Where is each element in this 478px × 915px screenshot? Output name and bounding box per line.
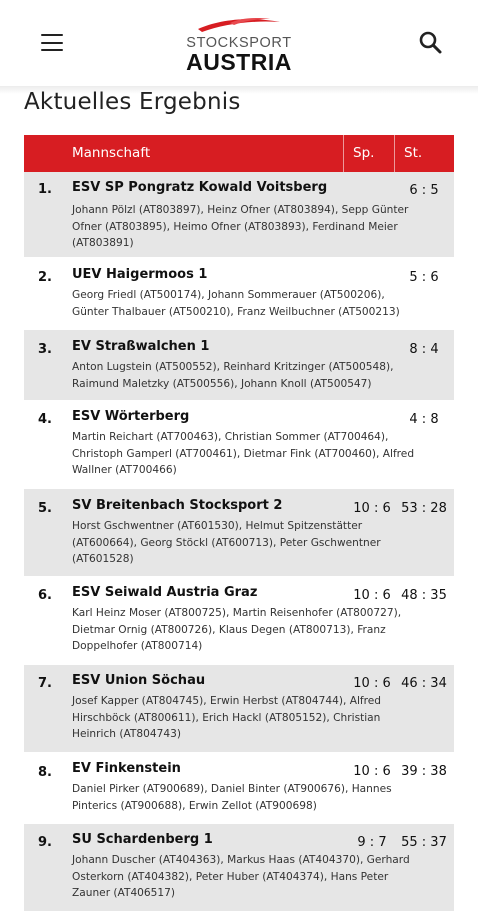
row-players: Georg Friedl (AT500174), Johann Sommerauer (AT500206), Günter Thalbauer (AT500210), Franz Weilbuchner (AT500213): [72, 289, 400, 318]
row-rank: 6.: [38, 588, 52, 603]
column-divider: [343, 135, 344, 172]
row-score: 4 : 8: [409, 412, 439, 427]
table-row[interactable]: [24, 330, 454, 401]
table-header: [24, 135, 454, 172]
row-team-name: EV Finkenstein: [72, 761, 181, 776]
stocksport-austria-logo[interactable]: [176, 10, 302, 76]
results-table: [24, 135, 454, 912]
table-row[interactable]: [24, 665, 454, 753]
row-games: 10 : 6: [353, 676, 391, 691]
table-row[interactable]: [24, 824, 454, 912]
column-header-sp: Sp.: [353, 145, 375, 161]
row-score: 46 : 34: [401, 676, 447, 691]
row-rank: 4.: [38, 412, 52, 427]
table-row[interactable]: [24, 489, 454, 577]
row-score: 6 : 5: [409, 183, 439, 198]
row-players: Karl Heinz Moser (AT800725), Martin Reisenhofer (AT800727), Dietmar Ornig (AT800726), Klaus Degen (AT800713), Franz Doppelhofer (AT800714): [72, 607, 402, 652]
table-row[interactable]: [24, 577, 454, 665]
logo-text-austria: AUSTRIA: [186, 49, 292, 75]
row-score: 5 : 6: [409, 270, 439, 285]
row-team-name: UEV Haigermoos 1: [72, 267, 208, 282]
row-score: 8 : 4: [409, 342, 439, 357]
logo-text-stocksport: STOCKSPORT: [186, 35, 292, 51]
row-team-name: ESV SP Pongratz Kowald Voitsberg: [72, 180, 328, 195]
row-team-name: ESV Wörterberg: [72, 409, 190, 424]
row-rank: 1.: [38, 182, 52, 197]
row-team-name: SU Schardenberg 1: [72, 832, 213, 847]
row-games: 10 : 6: [353, 501, 391, 516]
row-players: Horst Gschwentner (AT601530), Helmut Spitzenstätter (AT600664), Georg Stöckl (AT600713), Peter Gschwentner (AT601528): [72, 520, 381, 565]
row-score: 55 : 37: [401, 835, 447, 850]
row-rank: 3.: [38, 342, 52, 357]
row-rank: 7.: [38, 676, 52, 691]
row-players: Johann Duscher (AT404363), Markus Haas (AT404370), Gerhard Osterkorn (AT404382), Peter Huber (AT404374), Hans Peter Zauner (AT406517): [72, 854, 410, 899]
table-row[interactable]: [24, 172, 454, 258]
table-row[interactable]: [24, 401, 454, 489]
row-rank: 9.: [38, 835, 52, 850]
row-players: Anton Lugstein (AT500552), Reinhard Kritzinger (AT500548), Raimund Maletzky (AT500556), Johann Knoll (AT500547): [72, 361, 394, 390]
logo-swoosh-icon: [190, 14, 288, 36]
row-team-name: ESV Seiwald Austria Graz: [72, 585, 258, 600]
row-rank: 5.: [38, 501, 52, 516]
row-players: Josef Kapper (AT804745), Erwin Herbst (AT804744), Alfred Hirschböck (AT800611), Erich Hackl (AT805152), Christian Heinrich (AT804743): [72, 695, 381, 740]
row-players: Daniel Pirker (AT900689), Daniel Binter (AT900676), Hannes Pinterics (AT900688), Erwin Zellot (AT900698): [72, 783, 392, 812]
column-header-st: St.: [404, 145, 423, 161]
row-rank: 2.: [38, 270, 52, 285]
row-team-name: ESV Union Söchau: [72, 673, 206, 688]
top-app-bar: [0, 0, 478, 86]
search-icon[interactable]: [418, 30, 444, 56]
page-title: Aktuelles Ergebnis: [24, 89, 241, 115]
row-games: 9 : 7: [357, 835, 387, 850]
row-players: Johann Pölzl (AT803897), Heinz Ofner (AT803894), Sepp Günter Ofner (AT803895), Heimo Ofner (AT803893), Ferdinand Meier (AT803891): [72, 204, 409, 249]
row-team-name: EV Straßwalchen 1: [72, 339, 210, 354]
row-team-name: SV Breitenbach Stocksport 2: [72, 498, 283, 513]
hamburger-menu-icon[interactable]: [41, 34, 63, 52]
row-score: 53 : 28: [401, 501, 447, 516]
row-players: Martin Reichart (AT700463), Christian Sommer (AT700464), Christoph Gamperl (AT700461), Dietmar Fink (AT700460), Alfred Wallner (AT700466): [72, 431, 415, 476]
row-games: 10 : 6: [353, 764, 391, 779]
table-row[interactable]: [24, 753, 454, 824]
table-row[interactable]: [24, 258, 454, 330]
row-games: 10 : 6: [353, 588, 391, 603]
column-divider: [394, 135, 395, 172]
row-rank: 8.: [38, 765, 52, 780]
column-header-team: Mannschaft: [72, 145, 151, 161]
row-score: 39 : 38: [401, 764, 447, 779]
row-score: 48 : 35: [401, 588, 447, 603]
